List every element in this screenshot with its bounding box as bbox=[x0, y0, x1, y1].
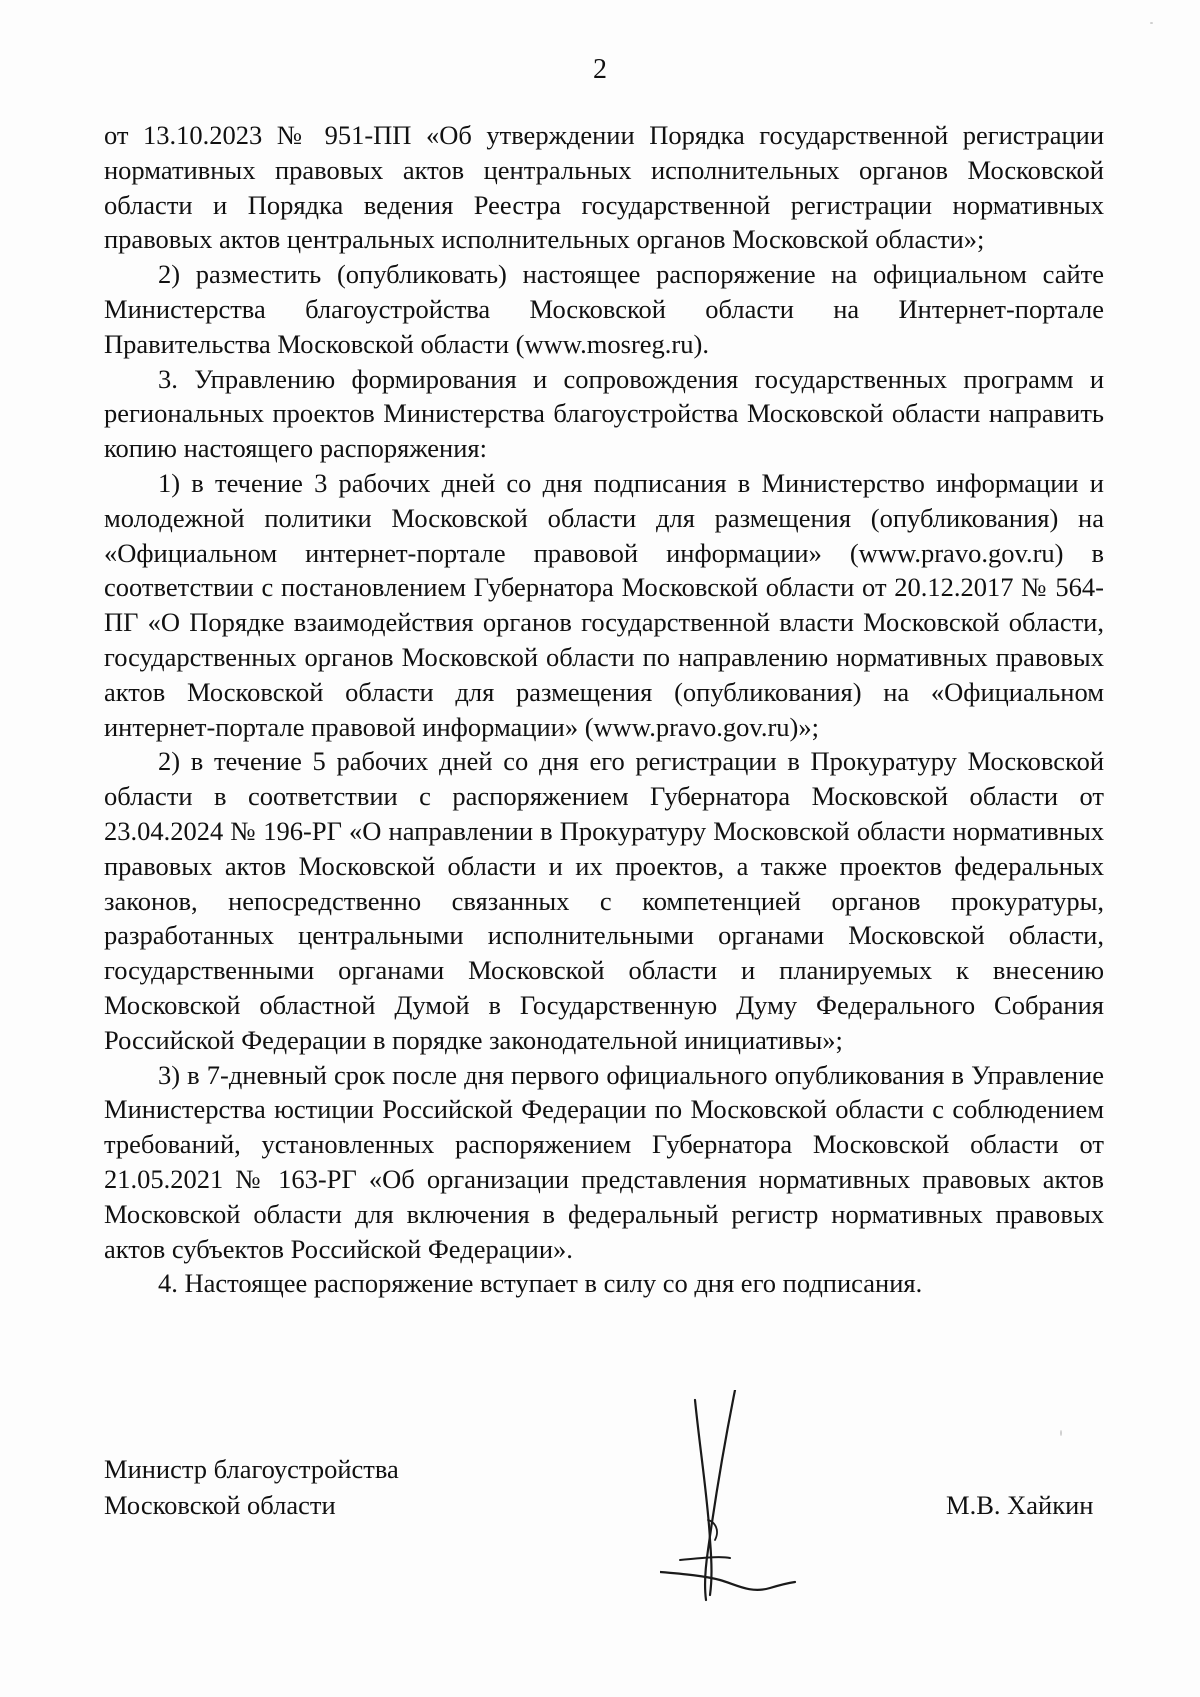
paragraph-item-3: 3) в 7-дневный срок после дня первого официального опубликования в Управление Министерства юстиции Российской Федерации по Московской области с соблюдением требований, установленных распоряжением Губернатора Московской области от 21.05.2021 № 163-РГ «Об организации представления нормативных правовых актов Московской области для включения в федеральный регистр нормативных правовых актов субъектов Российской Федерации». bbox=[104, 1059, 1104, 1264]
paragraph-item-1: 1) в течение 3 рабочих дней со дня подписания в Министерство информации и молодежной политики Московской области для размещения (опубликования) на «Официальном интернет-портале правовой информации» (www.pravo.gov.ru) в соответствии с постановлением Губернатора Московской области от 20.12.2017 № 564-ПГ «О Порядке взаимодействия органов государственной власти Московской области, государственных органов Московской области по направлению нормативных правовых актов Московской области для размещения (опубликования) на «Официальном интернет-портале правовой информации» (www.pravo.gov.ru)»; bbox=[104, 467, 1104, 742]
signatory-position-line-1: Министр благоустройства bbox=[104, 1454, 399, 1484]
page-number: 2 bbox=[593, 54, 607, 85]
document-body bbox=[104, 118, 1104, 1301]
handwritten-signature bbox=[660, 1390, 800, 1610]
scan-artifact bbox=[1150, 22, 1153, 24]
signatory-name: М.В. Хайкин bbox=[946, 1490, 1094, 1520]
paragraph-continuation: от 13.10.2023 № 951-ПП «Об утверждении Порядка государственной регистрации нормативных правовых актов центральных исполнительных органов Московской области и Порядка ведения Реестра государственной регистрации нормативных правовых актов центральных исполнительных органов Московской области»; bbox=[104, 120, 1104, 255]
paragraph-section-4: 4. Настоящее распоряжение вступает в силу со дня его подписания. bbox=[158, 1268, 923, 1299]
scan-artifact bbox=[1060, 1430, 1062, 1436]
signatory-position-line-2: Московской области bbox=[104, 1490, 336, 1520]
paragraph-item-2: 2) в течение 5 рабочих дней со дня его регистрации в Прокуратуру Московской области в соответствии с распоряжением Губернатора Московской области от 23.04.2024 № 196-РГ «О направлении в Прокуратуру Московской области нормативных правовых актов Московской области и их проектов, а также проектов федеральных законов, непосредственно связанных с компетенцией органов прокуратуры, разработанных центральными исполнительными органами Московской области, государственными органами Московской области и планируемых к внесению Московской областной Думой в Государственную Думу Федерального Собрания Российской Федерации в порядке законодательной инициативы»; bbox=[104, 746, 1104, 1055]
signatory-position bbox=[104, 1451, 399, 1523]
paragraph-item-publish: 2) разместить (опубликовать) настоящее распоряжение на официальном сайте Министерства благоустройства Московской области на Интернет-портале Правительства Московской области (www.mosreg.ru). bbox=[104, 259, 1104, 359]
paragraph-section-3: 3. Управлению формирования и сопровождения государственных программ и региональных проектов Министерства благоустройства Московской области направить копию настоящего распоряжения: bbox=[104, 363, 1104, 464]
